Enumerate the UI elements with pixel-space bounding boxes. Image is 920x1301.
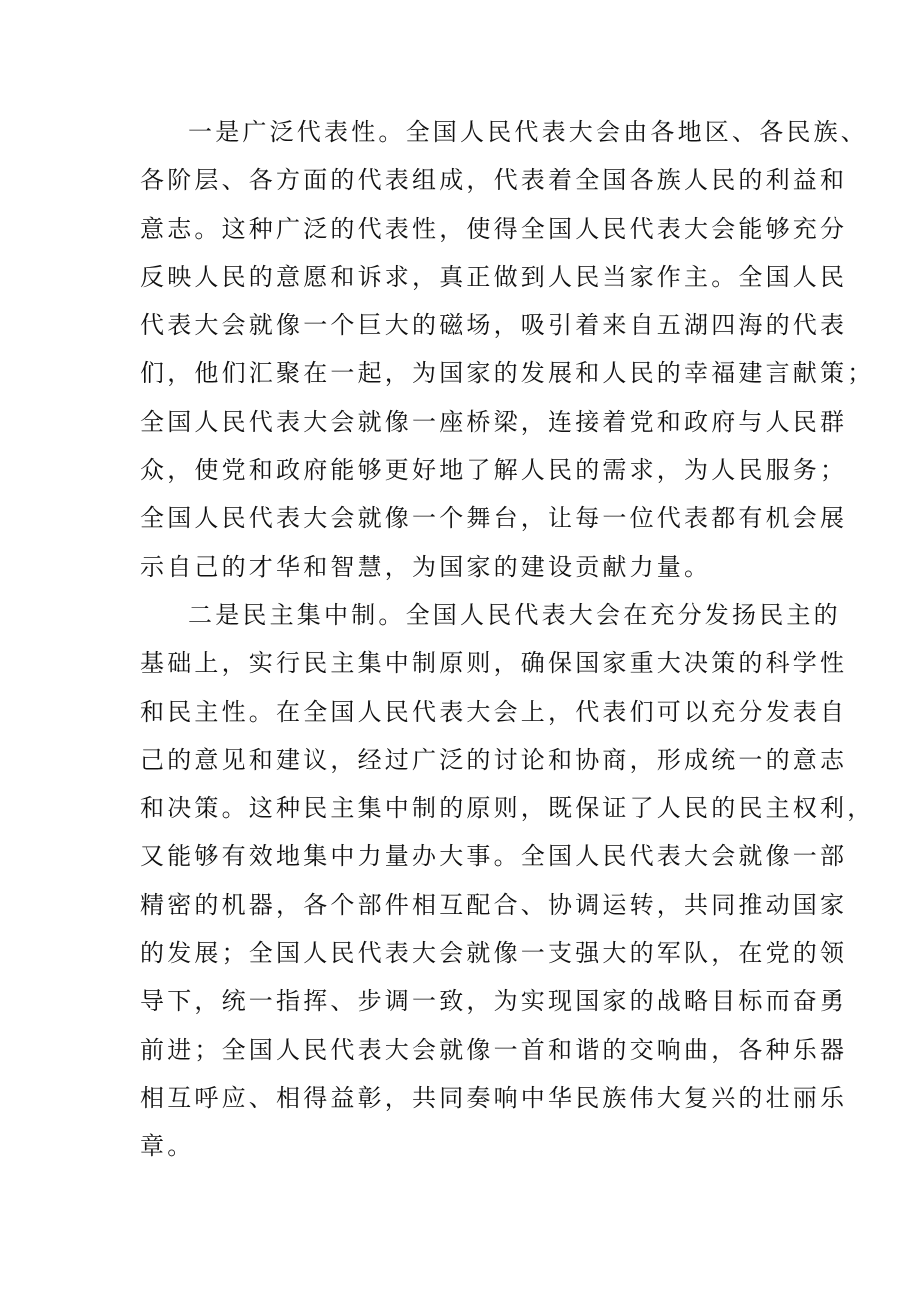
paragraph-line: 章。: [140, 1132, 195, 1161]
paragraph-line: 意志。这种广泛的代表性，使得全国人民代表大会能够充分: [140, 214, 848, 243]
paragraph-line: 示自己的才华和智慧，为国家的建设贡献力量。: [140, 552, 712, 581]
paragraph-line: 全国人民代表大会就像一座桥梁，连接着党和政府与人民群: [140, 407, 848, 436]
paragraph-line: 又能够有效地集中力量办大事。全国人民代表大会就像一部: [140, 842, 848, 871]
paragraph-line: 和民主性。在全国人民代表大会上，代表们可以充分发表自: [140, 697, 848, 726]
paragraph-line: 基础上，实行民主集中制原则，确保国家重大决策的科学性: [140, 649, 848, 678]
paragraph-line: 己的意见和建议，经过广泛的讨论和协商，形成统一的意志: [140, 745, 848, 774]
paragraph-line: 全国人民代表大会就像一个舞台，让每一位代表都有机会展: [140, 504, 848, 533]
paragraph-line: 一是广泛代表性。全国人民代表大会由各地区、各民族、: [188, 118, 868, 146]
paragraph-line: 们，他们汇聚在一起，为国家的发展和人民的幸福建言献策；: [140, 359, 875, 388]
paragraph-line: 众，使党和政府能够更好地了解人民的需求，为人民服务；: [140, 456, 848, 485]
paragraph-line: 二是民主集中制。全国人民代表大会在充分发扬民主的: [188, 600, 841, 629]
paragraph-line: 各阶层、各方面的代表组成，代表着全国各族人民的利益和: [140, 166, 848, 195]
paragraph-line: 和决策。这种民主集中制的原则，既保证了人民的民主权利，: [140, 794, 875, 823]
paragraph-democratic-centralism: [140, 591, 875, 1171]
document-body: [140, 108, 875, 1171]
paragraph-line: 相互呼应、相得益彰，共同奏响中华民族伟大复兴的壮丽乐: [140, 1083, 848, 1112]
paragraph-line: 的发展；全国人民代表大会就像一支强大的军队，在党的领: [140, 939, 848, 968]
paragraph-line: 前进；全国人民代表大会就像一首和谐的交响曲，各种乐器: [140, 1035, 848, 1064]
paragraph-line: 精密的机器，各个部件相互配合、协调运转，共同推动国家: [140, 890, 848, 919]
paragraph-line: 代表大会就像一个巨大的磁场，吸引着来自五湖四海的代表: [140, 311, 848, 340]
paragraph-line: 导下，统一指挥、步调一致，为实现国家的战略目标而奋勇: [140, 987, 848, 1016]
paragraph-line: 反映人民的意愿和诉求，真正做到人民当家作主。全国人民: [140, 262, 848, 291]
paragraph-broad-representation: [140, 108, 875, 591]
